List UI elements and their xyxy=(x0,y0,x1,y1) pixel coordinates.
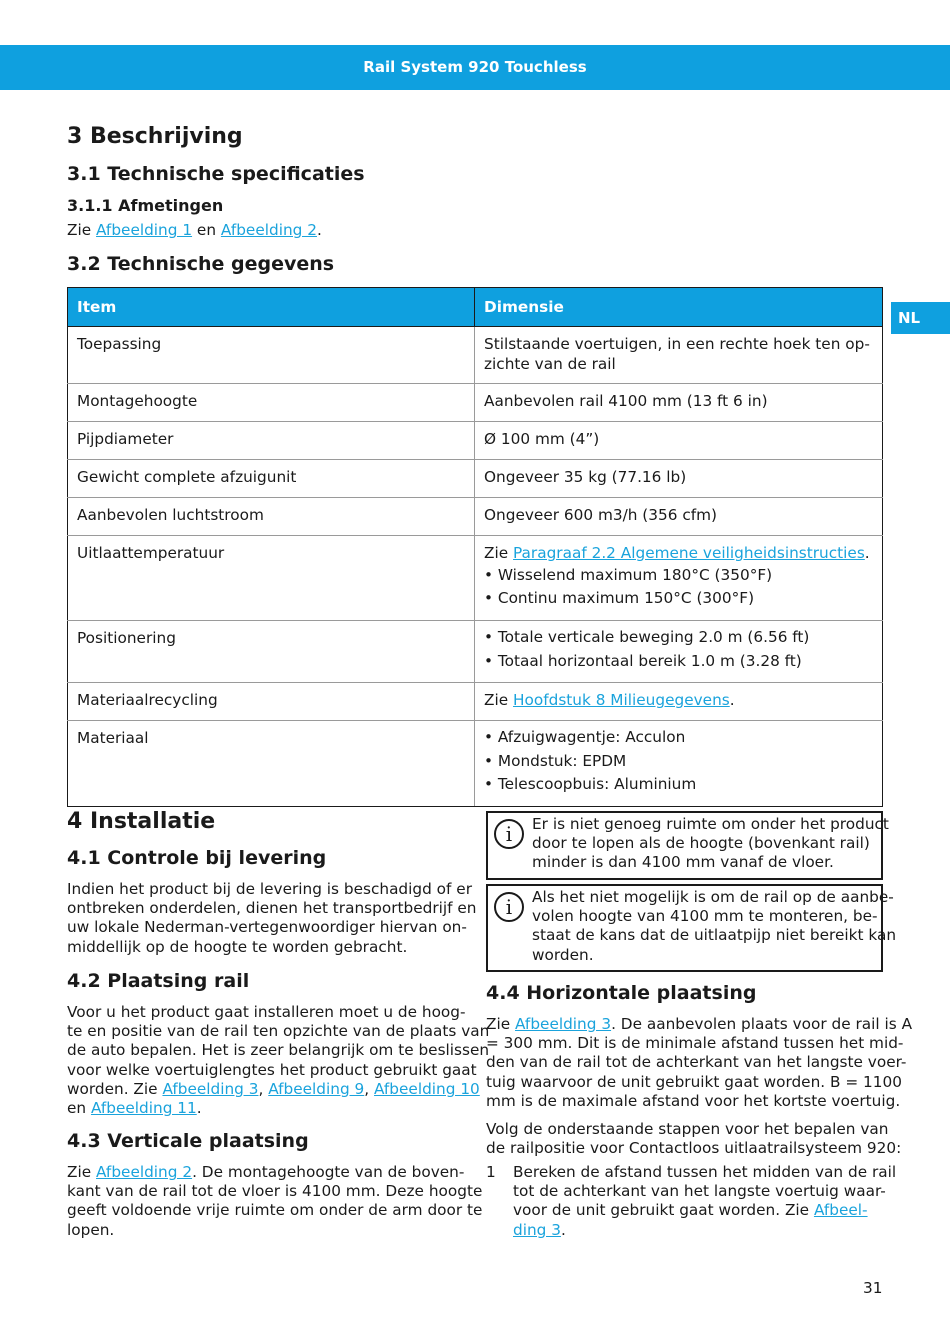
table-cell-item: Positionering xyxy=(68,621,475,683)
document-title: Rail System 920 Touchless xyxy=(363,58,587,76)
table-cell-value: Stilstaande voertuigen, in een rechte hoek ten op- zichte van de rail xyxy=(475,327,883,384)
horizontal-placement-paragraph: Zie Afbeelding 3. De aanbevolen plaats voor de rail is A = 300 mm. Dit is de minimale afstand tussen het mid- den van de rail tot de achterkant van het langste voer- tuig waarvoor de unit gebruikt gaat worden. B = 1100 mm is de maximale afstand voor het kortste voertuig. xyxy=(486,1015,913,1110)
link-paragraaf-2-2[interactable]: Paragraaf 2.2 Algemene veiligheidsinstructies xyxy=(513,544,865,562)
table-cell-item: Materiaal xyxy=(68,721,475,807)
link-afbeelding-11[interactable]: Afbeelding 11 xyxy=(90,1099,197,1118)
dimensions-paragraph: Zie Afbeelding 1 en Afbeelding 2. xyxy=(67,221,322,239)
list-item: • Telescoopbuis: Aluminium xyxy=(484,773,873,797)
link-afbeelding-3[interactable]: Afbeelding 3 xyxy=(162,1079,259,1098)
column-header-item: Item xyxy=(68,288,475,327)
link-afbeelding-3[interactable]: Afbeelding 3 xyxy=(515,1015,612,1033)
table-cell-item: Toepassing xyxy=(68,327,475,384)
step-number: 1 xyxy=(486,1163,496,1181)
list-item: • Mondstuk: EPDM xyxy=(484,750,873,774)
section-4-heading: 4 Installatie xyxy=(67,809,216,834)
delivery-check-paragraph: Indien het product bij de levering is beschadigd of er ontbreken onderdelen, dienen het transportbedrijf en uw lokale Nederman-vertegenwoordiger hiervan on- middellijk op de hoogte te worden gebracht. xyxy=(67,880,477,956)
language-tab: NL xyxy=(891,302,950,334)
list-item: • Afzuigwagentje: Acculon xyxy=(484,726,873,750)
table-cell-item: Pijpdiameter xyxy=(68,422,475,460)
link-hoofdstuk-8[interactable]: Hoofdstuk 8 Milieugegevens xyxy=(513,691,730,709)
link-afbeelding-1[interactable]: Afbeelding 1 xyxy=(96,221,193,239)
list-item: • Wisselend maximum 180°C (350°F) xyxy=(484,564,873,588)
column-header-dimension: Dimensie xyxy=(475,288,883,327)
table-cell-value: Zie Hoofdstuk 8 Milieugegevens. xyxy=(475,683,883,721)
table-cell-value: Aanbevolen rail 4100 mm (13 ft 6 in) xyxy=(475,384,883,422)
table-cell-item: Aanbevolen luchtstroom xyxy=(68,498,475,536)
table-cell-value: Ongeveer 600 m3/h (356 cfm) xyxy=(475,498,883,536)
info-note: i Er is niet genoeg ruimte om onder het product door te lopen als de hoogte (bovenkant rail) minder is dan 4100 mm vanaf de vloer. xyxy=(486,811,883,880)
steps-intro-paragraph: Volg de onderstaande stappen voor het bepalen van de railpositie voor Contactloos uitlaatrailsysteem 920: xyxy=(486,1120,902,1158)
technical-data-table xyxy=(67,287,883,807)
table-row xyxy=(68,498,883,536)
section-3-2-heading: 3.2 Technische gegevens xyxy=(67,253,335,275)
link-afbeelding-3-step-cont[interactable]: ding 3 xyxy=(513,1220,561,1239)
table-cell-value xyxy=(475,721,883,807)
section-3-1-1-heading: 3.1.1 Afmetingen xyxy=(67,196,224,215)
list-item: • Continu maximum 150°C (300°F) xyxy=(484,587,873,611)
table-cell-item: Uitlaattemperatuur xyxy=(68,536,475,621)
table-row xyxy=(68,327,883,384)
link-afbeelding-2[interactable]: Afbeelding 2 xyxy=(96,1163,193,1181)
table-row xyxy=(68,536,883,621)
list-item: • Totale verticale beweging 2.0 m (6.56 ft) xyxy=(484,626,873,650)
link-afbeelding-9[interactable]: Afbeelding 9 xyxy=(268,1079,365,1098)
section-4-2-heading: 4.2 Plaatsing rail xyxy=(67,970,250,992)
table-row xyxy=(68,721,883,807)
vertical-placement-paragraph: Zie Afbeelding 2. De montagehoogte van de boven- kant van de rail tot de vloer is 4100 mm. Deze hoogte geeft voldoende vrije ruimte om onder de arm door te lopen. xyxy=(67,1163,483,1239)
document-header-bar xyxy=(0,45,950,90)
section-4-1-heading: 4.1 Controle bij levering xyxy=(67,847,327,869)
table-row xyxy=(68,422,883,460)
table-row xyxy=(68,460,883,498)
table-cell-value: Zie Paragraaf 2.2 Algemene veiligheidsinstructies. • Wisselend maximum 180°C (350°F) • Continu maximum 150°C (300°F) xyxy=(475,536,883,621)
info-note: i Als het niet mogelijk is om de rail op de aanbe- volen hoogte van 4100 mm te monteren, be- staat de kans dat de uitlaatpijp niet bereikt kan worden. xyxy=(486,884,883,972)
table-header-row xyxy=(68,288,883,327)
list-item: • Totaal horizontaal bereik 1.0 m (3.28 ft) xyxy=(484,650,873,674)
table-row xyxy=(68,621,883,683)
table-cell-item: Materiaalrecycling xyxy=(68,683,475,721)
page-number: 31 xyxy=(863,1279,883,1297)
table-cell-value: Ongeveer 35 kg (77.16 lb) xyxy=(475,460,883,498)
section-4-4-heading: 4.4 Horizontale plaatsing xyxy=(486,982,757,1004)
table-cell-item: Gewicht complete afzuigunit xyxy=(68,460,475,498)
section-3-1-heading: 3.1 Technische specificaties xyxy=(67,163,365,185)
rail-placement-paragraph: Voor u het product gaat installeren moet u de hoog- te en positie van de rail ten opzichte van de plaats van de auto bepalen. Het is zeer belangrijk om te beslissen voor welke voertuiglengtes het product gebruikt gaat worden. Zie Afbeelding 3, Afbeelding 9, Afbeelding 10 en Afbeelding 11. xyxy=(67,1003,490,1118)
link-afbeelding-3-step[interactable]: Afbeel- xyxy=(813,1201,868,1220)
step-text: Bereken de afstand tussen het midden van de rail tot de achterkant van het langste voertuig waar- voor de unit gebruikt gaat worden. Zie Afbeel- ding 3. xyxy=(513,1163,897,1239)
table-cell-value: Ø 100 mm (4”) xyxy=(475,422,883,460)
link-afbeelding-2[interactable]: Afbeelding 2 xyxy=(220,221,317,239)
table-cell-item: Montagehoogte xyxy=(68,384,475,422)
link-afbeelding-10[interactable]: Afbeelding 10 xyxy=(374,1079,480,1098)
table-row xyxy=(68,384,883,422)
table-cell-value xyxy=(475,621,883,683)
info-icon: i xyxy=(494,892,524,922)
section-4-3-heading: 4.3 Verticale plaatsing xyxy=(67,1130,309,1152)
section-3-heading: 3 Beschrijving xyxy=(67,124,243,149)
table-row xyxy=(68,683,883,721)
info-icon: i xyxy=(494,819,524,849)
